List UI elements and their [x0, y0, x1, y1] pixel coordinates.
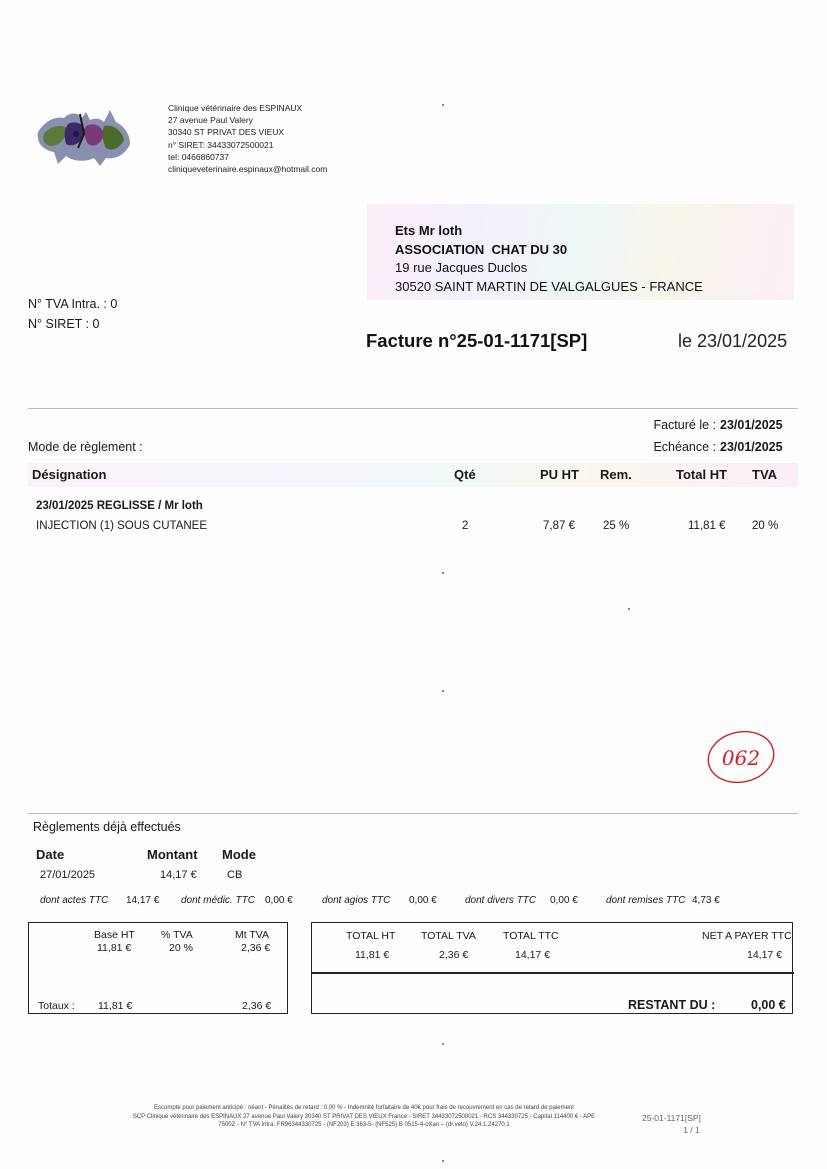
detail-medic-value: 0,00 € — [265, 895, 293, 906]
legal-footer — [108, 1104, 620, 1130]
footer-line-1: Escompte pour paiement anticipé : néant - Pénalités de retard : 0,00 % - Indemnité forfaitaire de 40€ pour frais de recouvrement en cas de retard de paiement — [154, 1105, 574, 1111]
invoice-title: Facture n°25-01-1171[SP] — [366, 330, 588, 351]
client-city: 30520 SAINT MARTIN DE VALGALGUES - FRANCE — [395, 278, 703, 294]
client-contact: Ets Mr loth — [395, 223, 463, 238]
vat-base-value: 11,81 € — [97, 942, 132, 954]
payment-date: 27/01/2025 — [40, 869, 96, 881]
line-designation: INJECTION (1) SOUS CUTANEE — [36, 520, 208, 532]
client-tva-intra: N° TVA Intra. : 0 — [28, 297, 118, 311]
total-tva-value: 2,36 € — [439, 949, 469, 961]
line-group-title: 23/01/2025 REGLISSE / Mr loth — [36, 500, 203, 512]
client-siret: N° SIRET : 0 — [28, 317, 100, 331]
line-rem: 25 % — [603, 520, 630, 532]
clinic-tel: tel: 0466860737 — [168, 151, 229, 162]
client-address — [395, 222, 703, 296]
clinic-city: 30340 ST PRIVAT DES VIEUX — [168, 127, 285, 138]
detail-actes-label: dont actes TTC — [40, 895, 109, 906]
client-ids — [28, 294, 117, 334]
total-tva-label: TOTAL TVA — [421, 930, 476, 942]
payments-col-date: Date — [36, 847, 65, 862]
divider — [28, 813, 798, 814]
vat-mt-value: 2,36 € — [241, 942, 271, 954]
col-total-ht: Total HT — [676, 467, 728, 482]
clinic-logo — [30, 104, 134, 170]
handwritten-stamp — [705, 727, 777, 785]
detail-divers-label: dont divers TTC — [465, 895, 537, 906]
clinic-address — [168, 102, 327, 175]
clinic-name: Clinique vétérinaire des ESPINAUX — [168, 103, 303, 113]
payment-amount: 14,17 € — [160, 869, 197, 881]
total-ttc-label: TOTAL TTC — [503, 930, 559, 942]
col-tva: TVA — [752, 467, 778, 482]
detail-divers-value: 0,00 € — [550, 895, 578, 906]
vat-totals-label: Totaux : — [38, 1000, 75, 1012]
stamp-text: 062 — [721, 746, 761, 770]
restant-value: 0,00 € — [751, 998, 786, 1012]
clinic-siret: n° SIRET: 34433072500021 — [168, 139, 274, 150]
net-label: NET A PAYER TTC — [702, 930, 792, 942]
line-tva: 20 % — [752, 520, 779, 532]
detail-agios — [322, 895, 390, 906]
billed-label: Facturé le : — [653, 418, 716, 432]
line-qty: 2 — [462, 520, 469, 532]
vat-base-label: Base HT — [94, 929, 135, 941]
scan-speck — [442, 1043, 444, 1045]
col-pu-ht: PU HT — [540, 467, 579, 482]
col-rem: Rem. — [600, 467, 632, 482]
vat-mt-label: Mt TVA — [235, 929, 270, 941]
detail-medic-label: dont médic. TTC — [181, 895, 255, 906]
scan-speck — [628, 608, 630, 610]
detail-remises-label: dont remises TTC — [606, 895, 686, 906]
vat-pct-label: % TVA — [161, 929, 193, 941]
col-designation: Désignation — [32, 467, 107, 482]
client-org: ASSOCIATION CHAT DU 30 — [395, 241, 568, 257]
scan-speck — [442, 572, 444, 574]
payments-col-mode: Mode — [222, 847, 256, 862]
detail-actes — [40, 895, 108, 906]
footer-line-2: SCP Clinique vétérinaire des ESPINAUX 27 avenue Paul Valery 30340 ST PRIVAT DES VIEUX France - SIRET 34433072500021 - RCS 344330725 - Capital 114400 € - APE — [132, 1113, 596, 1120]
totals-divider — [311, 972, 794, 974]
payment-mode-label: Mode de règlement : — [28, 440, 143, 454]
detail-medic — [181, 895, 255, 906]
detail-actes-value: 14,17 € — [126, 895, 160, 906]
payment-mode: CB — [227, 869, 243, 881]
footer-line-3: 7500Z - N° TVA Intra. FR96344330725 - (NF203) E 363-5- (NF525) B 0515-4-oXan – (dr.veto) V.24.1.24270.1 — [218, 1122, 510, 1129]
billed-value: 23/01/2025 — [720, 418, 783, 432]
detail-divers — [465, 895, 536, 906]
line-pu-ht: 7,87 € — [543, 520, 575, 532]
invoice-dates — [620, 414, 790, 458]
detail-remises-value: 4,73 € — [692, 895, 720, 906]
total-ht-label: TOTAL HT — [346, 930, 396, 942]
line-total-ht: 11,81 € — [688, 520, 726, 532]
footer-reference — [642, 1112, 701, 1136]
detail-agios-label: dont agios TTC — [322, 895, 391, 906]
scan-speck — [442, 690, 444, 692]
vat-pct-value: 20 % — [169, 942, 193, 954]
scan-speck — [442, 104, 444, 106]
clinic-street: 27 avenue Paul Valery — [168, 115, 253, 126]
detail-agios-value: 0,00 € — [409, 895, 437, 906]
vat-totals-base: 11,81 € — [98, 1000, 133, 1012]
due-label: Echéance : — [653, 440, 716, 454]
footer-invoice-ref: 25-01-1171[SP] — [642, 1113, 701, 1123]
divider — [28, 408, 798, 409]
clinic-email: cliniqueveterinaire.espinaux@hotmail.com — [168, 164, 328, 175]
due-value: 23/01/2025 — [720, 440, 783, 454]
payments-title: Règlements déjà effectués — [33, 820, 181, 834]
col-qty: Qté — [454, 467, 476, 482]
restant-label: RESTANT DU : — [628, 998, 716, 1012]
client-street: 19 rue Jacques Duclos — [395, 260, 528, 275]
detail-remises — [606, 895, 685, 906]
payments-col-amount: Montant — [147, 847, 198, 862]
invoice-date: le 23/01/2025 — [678, 331, 788, 351]
scan-speck — [442, 1160, 444, 1162]
total-ttc-value: 14,17 € — [515, 949, 551, 961]
net-value: 14,17 € — [747, 949, 783, 961]
total-ht-value: 11,81 € — [355, 949, 390, 961]
footer-page-number: 1 / 1 — [683, 1125, 700, 1135]
vat-totals-mt: 2,36 € — [242, 1000, 272, 1012]
